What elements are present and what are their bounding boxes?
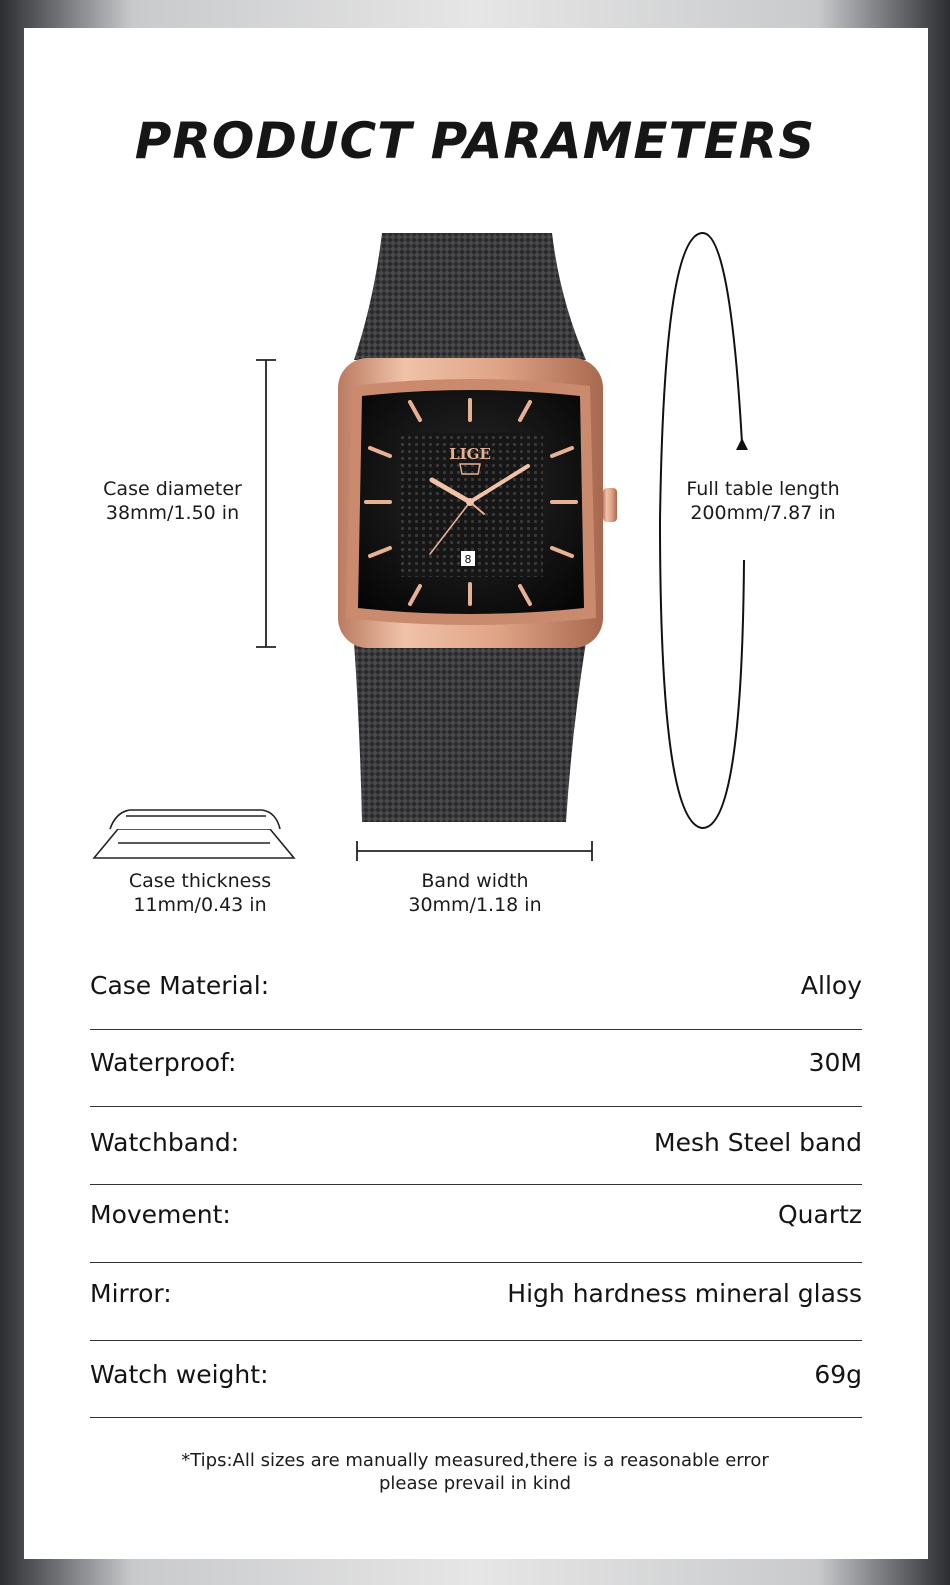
- brand-logo: LIGE: [449, 445, 491, 463]
- full-length-loop: [660, 233, 744, 828]
- date-value: 8: [464, 553, 472, 566]
- tips-note: *Tips:All sizes are manually measured,there is a reasonable error please prevail in kind: [181, 1450, 769, 1494]
- full-length-label: Full table length 200mm/7.87 in: [686, 478, 840, 524]
- band-top: [354, 233, 586, 360]
- case-thickness-profile: [94, 810, 294, 858]
- divider: [90, 1184, 862, 1185]
- divider: [90, 1340, 862, 1341]
- spec-row-mirror: Mirror: High hardness mineral glass: [90, 1279, 862, 1308]
- case-diameter-label: Case diameter 38mm/1.50 in: [103, 478, 242, 524]
- crown: [603, 488, 617, 522]
- spec-row-watchband: Watchband: Mesh Steel band: [90, 1128, 862, 1157]
- band-bottom: [354, 642, 586, 822]
- divider: [90, 1106, 862, 1107]
- band-width-bracket: [357, 841, 592, 861]
- loop-arrow-icon: [736, 438, 748, 450]
- divider: [90, 1417, 862, 1418]
- spec-row-case-material: Case Material: Alloy: [90, 971, 862, 1000]
- divider: [90, 1029, 862, 1030]
- page-title: PRODUCT PARAMETERS: [134, 112, 816, 170]
- case-thickness-label: Case thickness 11mm/0.43 in: [128, 870, 272, 916]
- band-width-label: Band width 30mm/1.18 in: [408, 870, 542, 916]
- spec-row-watch-weight: Watch weight: 69g: [90, 1360, 862, 1389]
- spec-row-movement: Movement: Quartz: [90, 1200, 862, 1229]
- spec-row-waterproof: Waterproof: 30M: [90, 1048, 862, 1077]
- divider: [90, 1262, 862, 1263]
